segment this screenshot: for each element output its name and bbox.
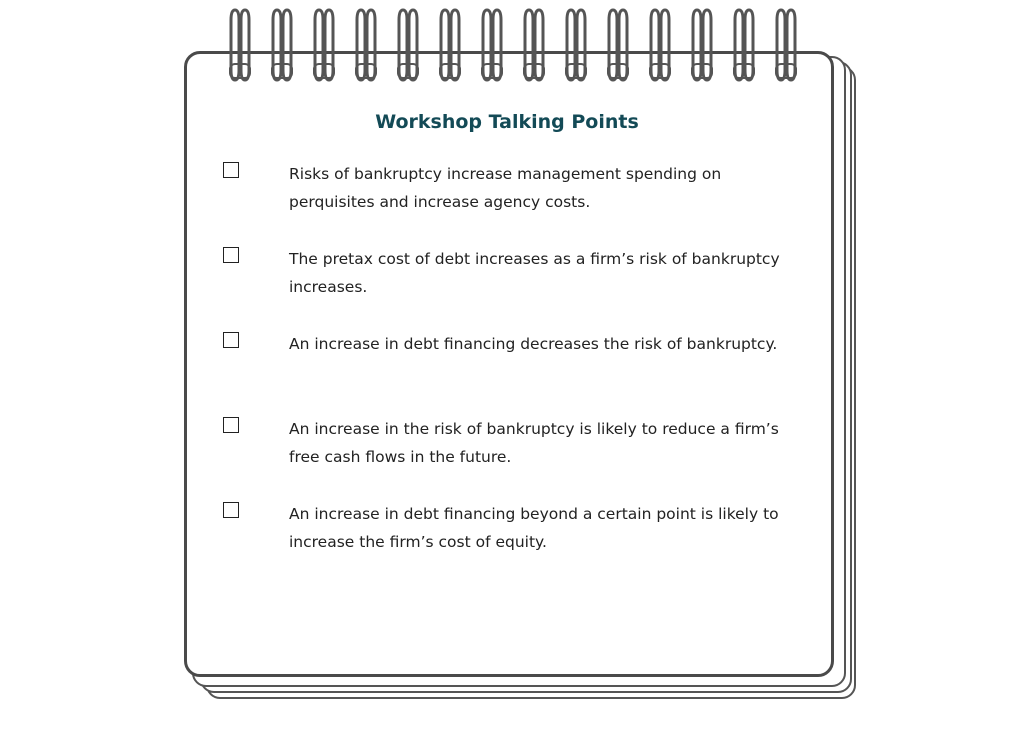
- list-item: [220, 500, 800, 585]
- spiral-ring-icon: [230, 10, 250, 80]
- checkbox[interactable]: [223, 332, 239, 348]
- spiral-ring-icon: [524, 10, 544, 80]
- spiral-ring-icon: [566, 10, 586, 80]
- checkbox[interactable]: [223, 417, 239, 433]
- page-title: Workshop Talking Points: [375, 111, 639, 133]
- spiral-ring-icon: [482, 10, 502, 80]
- spiral-ring-icon: [314, 10, 334, 80]
- spiral-ring-icon: [734, 10, 754, 80]
- spiral-ring-icon: [272, 10, 292, 80]
- spiral-binding: [182, 0, 862, 90]
- spiral-ring-icon: [650, 10, 670, 80]
- list-item-text: An increase in debt financing beyond a certain point is likely to increase the firm’s cost of equity.: [289, 505, 779, 551]
- list-item: [220, 330, 800, 415]
- list-item: [220, 160, 800, 245]
- list-item-text: Risks of bankruptcy increase management spending on perquisites and increase agency costs.: [289, 165, 722, 211]
- spiral-ring-icon: [398, 10, 418, 80]
- list-item-text: An increase in debt financing decreases the risk of bankruptcy.: [289, 335, 778, 353]
- list-item-text: An increase in the risk of bankruptcy is likely to reduce a firm’s free cash flows in the future.: [289, 420, 779, 466]
- spiral-ring-icon: [356, 10, 376, 80]
- spiral-ring-icon: [776, 10, 796, 80]
- spiral-ring-icon: [692, 10, 712, 80]
- list-item-text: The pretax cost of debt increases as a firm’s risk of bankruptcy increases.: [289, 250, 780, 296]
- spiral-ring-icon: [608, 10, 628, 80]
- spiral-ring-icon: [440, 10, 460, 80]
- checkbox[interactable]: [223, 162, 239, 178]
- checkbox[interactable]: [223, 247, 239, 263]
- talking-points-list: [220, 160, 800, 585]
- list-item: [220, 245, 800, 330]
- list-item: [220, 415, 800, 500]
- checkbox[interactable]: [223, 502, 239, 518]
